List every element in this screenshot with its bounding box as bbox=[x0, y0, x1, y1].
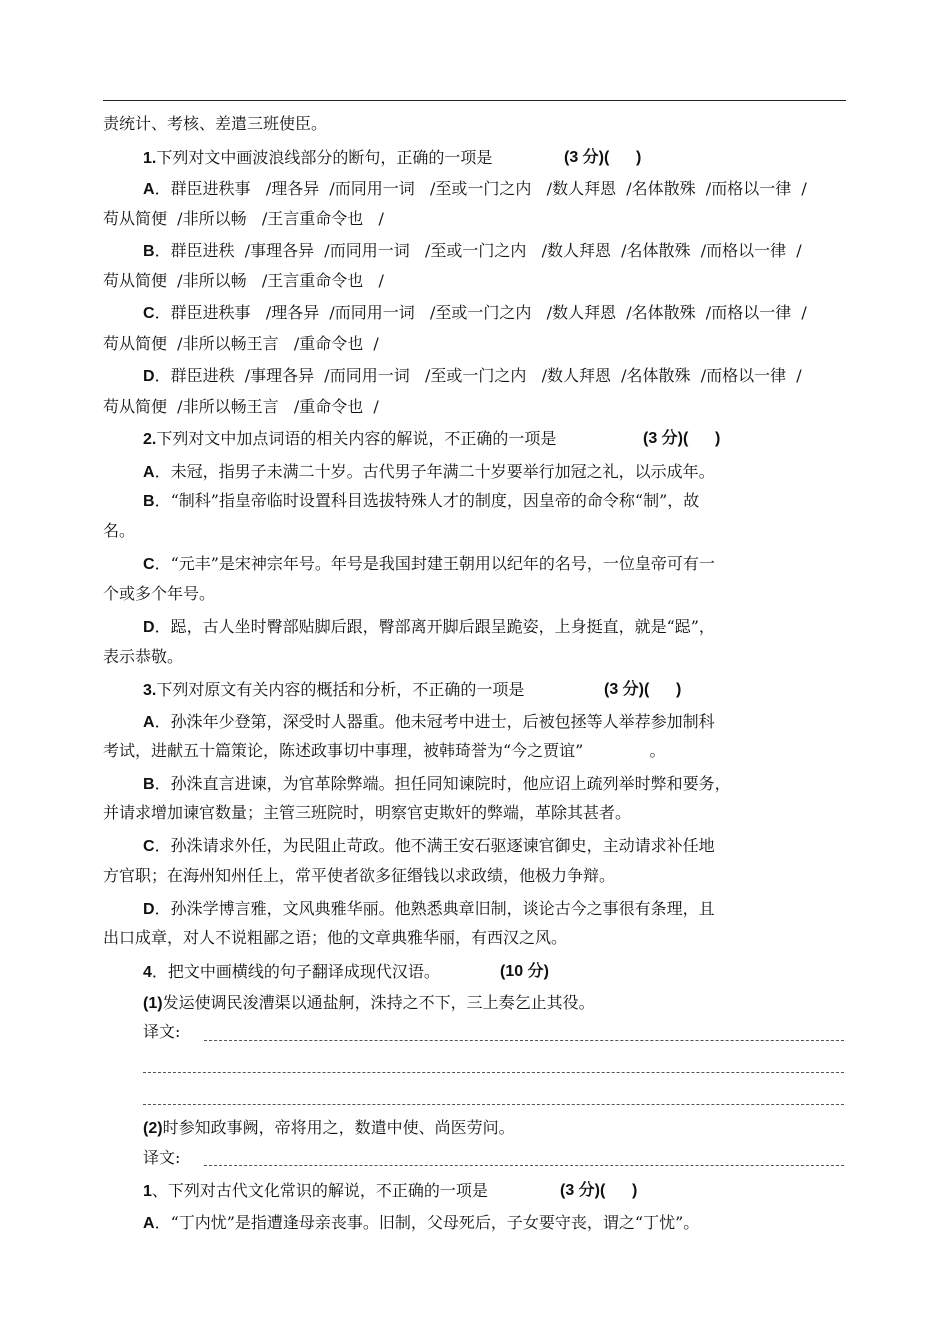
option-text: ．群臣进秩 /事理各异 /而同用一词 /至或一门之内 /数人拜恩 /名体散殊 /而格以一律 / bbox=[154, 241, 802, 260]
option-letter: D bbox=[143, 368, 155, 385]
q1-text: 下列对文中画波浪线部分的断句，正确的一项是 bbox=[156, 148, 493, 167]
translation-label-1: 译文: bbox=[143, 1022, 181, 1041]
q5-stem bbox=[143, 1181, 488, 1202]
q1-number: 1. bbox=[143, 150, 157, 167]
option-letter: B bbox=[143, 243, 155, 260]
q3-option-c: C．孙洙请求外任，为民阻止苛政。他不满王安石驱逐谏官御史，主动请求补任地 bbox=[143, 836, 715, 855]
q3-stem bbox=[143, 680, 524, 701]
q1-score: (3 分)( ) bbox=[564, 149, 642, 166]
q4-text: ．把文中画横线的句子翻译成现代汉语。 bbox=[151, 962, 440, 981]
q3-score: (3 分)( ) bbox=[604, 681, 682, 698]
q3-option-d-cont: 出口成章，对人不说粗鄙之语；他的文章典雅华丽，有西汉之风。 bbox=[103, 928, 568, 947]
q5-option-a: A．“丁内忧”是指遭逢母亲丧事。旧制，父母死后，子女要守丧，谓之“丁忧”。 bbox=[143, 1213, 700, 1232]
q1-option-c bbox=[143, 303, 807, 324]
q2-number: 2. bbox=[143, 431, 157, 448]
q2-option-d-cont: 表示恭敬。 bbox=[103, 647, 184, 666]
intro-line: 责统计、考核、差遣三班使臣。 bbox=[103, 114, 328, 133]
q3-text: 下列对原文有关内容的概括和分析，不正确的一项是 bbox=[156, 680, 525, 699]
q2-option-d: D．跽，古人坐时臀部贴脚后跟，臀部离开脚后跟呈跪姿，上身挺直，就是“跽”， bbox=[143, 617, 715, 636]
q3-option-b-cont: 并请求增加谏官数量；主管三班院时，明察官吏欺奸的弊端，革除其甚者。 bbox=[103, 803, 632, 822]
q4-score: (10 分) bbox=[500, 963, 549, 980]
q3-number: 3. bbox=[143, 682, 157, 699]
q2-option-b: B．“制科”指皇帝临时设置科目选拔特殊人才的制度，因皇帝的命令称“制”，故 bbox=[143, 491, 700, 510]
q4-number: 4 bbox=[143, 964, 152, 981]
q2-stem bbox=[143, 429, 556, 450]
q2-text: 下列对文中加点词语的相关内容的解说，不正确的一项是 bbox=[156, 429, 557, 448]
q4-sentence-1: (1)发运使调民浚漕渠以通盐舸，洙持之不下，三上奏乞止其役。 bbox=[143, 993, 595, 1012]
q3-option-c-cont: 方官职；在海州知州任上，常平使者欲多征缗钱以求政绩，他极力争辩。 bbox=[103, 866, 616, 885]
q2-option-a: A．未冠，指男子未满二十岁。古代男子年满二十岁要举行加冠之礼，以示成年。 bbox=[143, 462, 715, 481]
q4-sentence-2: (2)时参知政事阙，帝将用之，数遣中使、尚医劳问。 bbox=[143, 1118, 515, 1137]
q1-option-a-cont: 苟从简便 /非所以畅 /王言重命令也 / bbox=[103, 209, 384, 228]
q2-score: (3 分)( ) bbox=[643, 430, 721, 447]
q2-option-b-cont: 名。 bbox=[103, 521, 136, 540]
answer-line[interactable] bbox=[204, 1040, 844, 1041]
translation-label-2: 译文: bbox=[143, 1148, 181, 1167]
q4-stem bbox=[143, 962, 440, 983]
option-text: ．群臣进秩事 /理各异 /而同用一词 /至或一门之内 /数人拜恩 /名体散殊 /而格以一律 / bbox=[154, 303, 807, 322]
option-letter: C bbox=[143, 305, 155, 322]
q3-option-d: D．孙洙学博言雅，文风典雅华丽。他熟悉典章旧制，谈论古今之事很有条理，且 bbox=[143, 899, 715, 918]
answer-line[interactable] bbox=[143, 1104, 844, 1105]
option-letter: A bbox=[143, 181, 155, 198]
q1-option-b bbox=[143, 241, 802, 262]
q2-option-c: C．“元丰”是宋神宗年号。年号是我国封建王朝用以纪年的名号，一位皇帝可有一 bbox=[143, 554, 715, 573]
q5-number: 1 bbox=[143, 1183, 152, 1200]
q1-option-d-cont: 苟从简便 /非所以畅王言 /重命令也 / bbox=[103, 397, 379, 416]
q1-option-b-cont: 苟从简便 /非所以畅 /王言重命令也 / bbox=[103, 271, 384, 290]
header-rule bbox=[103, 100, 846, 101]
q1-option-a bbox=[143, 179, 807, 200]
q1-stem bbox=[143, 148, 492, 169]
answer-line[interactable] bbox=[143, 1072, 844, 1073]
q5-score: (3 分)( ) bbox=[560, 1182, 638, 1199]
q3-option-a-cont: 考试，进献五十篇策论，陈述政事切中事理，被韩琦誉为“今之贾谊” 。 bbox=[103, 741, 666, 760]
q1-option-c-cont: 苟从简便 /非所以畅王言 /重命令也 / bbox=[103, 334, 379, 353]
q5-text: 、下列对古代文化常识的解说，不正确的一项是 bbox=[151, 1181, 488, 1200]
answer-line[interactable] bbox=[204, 1165, 844, 1166]
q3-option-b: B．孙洙直言进谏，为官革除弊端。担任同知谏院时，他应诏上疏列举时弊和要务， bbox=[143, 774, 731, 793]
option-text: ．群臣进秩事 /理各异 /而同用一词 /至或一门之内 /数人拜恩 /名体散殊 /而格以一律 / bbox=[154, 179, 807, 198]
q2-option-c-cont: 个或多个年号。 bbox=[103, 584, 216, 603]
option-text: ．群臣进秩 /事理各异 /而同用一词 /至或一门之内 /数人拜恩 /名体散殊 /而格以一律 / bbox=[154, 366, 802, 385]
q1-option-d bbox=[143, 366, 802, 387]
q3-option-a: A．孙洙年少登第，深受时人器重。他未冠考中进士，后被包拯等人举荐参加制科 bbox=[143, 712, 715, 731]
